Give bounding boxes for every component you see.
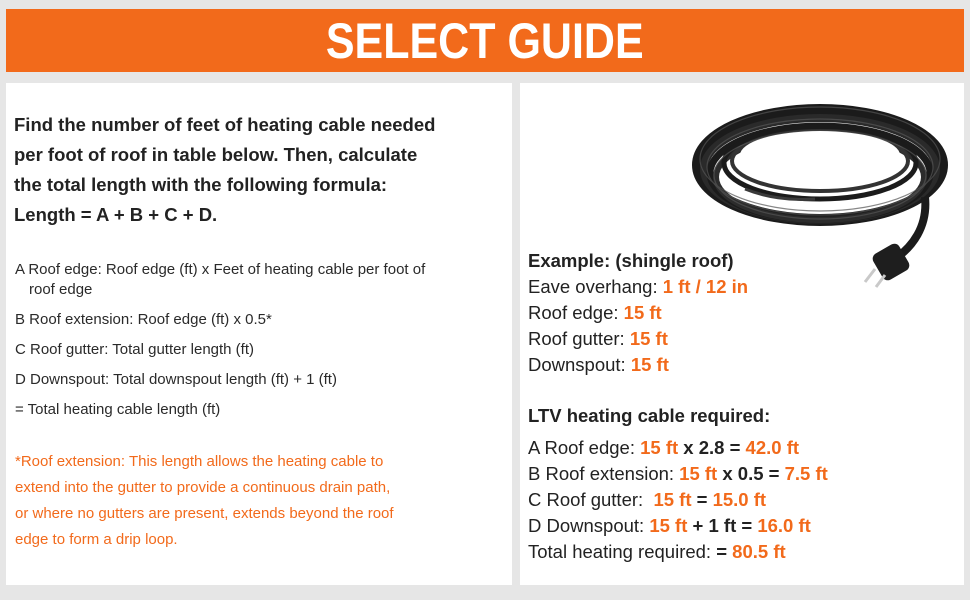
- row-label: A Roof edge:: [528, 437, 641, 458]
- roof-edge-label: Roof edge:: [528, 302, 624, 323]
- row-result: 42.0 ft: [745, 437, 800, 458]
- instructions-panel: [6, 83, 512, 585]
- step-b: B Roof extension: Roof edge (ft) x 0.5*: [15, 311, 272, 328]
- footnote-line: or where no gutters are present, extends beyond the roof: [15, 505, 394, 522]
- footnote: [15, 449, 485, 553]
- footnote-line: extend into the gutter to provide a continuous drain path,: [15, 479, 391, 496]
- roof-gutter-row: [528, 326, 948, 352]
- required-block: [528, 403, 958, 565]
- row-operator: x 0.5 =: [717, 463, 785, 484]
- row-label: Total heating required:: [528, 541, 717, 562]
- row-input-value: 15 ft: [640, 437, 679, 458]
- step-total: = Total heating cable length (ft): [15, 401, 221, 418]
- required-row-d: [528, 513, 958, 539]
- eave-value: 1 ft / 12 in: [662, 276, 749, 297]
- roof-gutter-label: Roof gutter:: [528, 328, 630, 349]
- row-operator: x 2.8 =: [678, 437, 746, 458]
- example-block: [528, 248, 948, 378]
- formula-steps: [15, 260, 511, 430]
- row-input-value: 15 ft: [679, 463, 718, 484]
- downspout-row: [528, 352, 948, 378]
- downspout-value: 15 ft: [630, 354, 669, 375]
- example-panel: [520, 83, 964, 585]
- row-input-value: 15 ft: [649, 515, 688, 536]
- eave-overhang-row: [528, 274, 948, 300]
- footnote-line: edge to form a drip loop.: [15, 531, 178, 548]
- row-label: B Roof extension:: [528, 463, 680, 484]
- required-row-total: [528, 539, 958, 565]
- required-row-b: [528, 461, 958, 487]
- required-heading: LTV heating cable required:: [528, 405, 771, 426]
- step-a: [15, 260, 511, 300]
- formula-line: Length = A + B + C + D.: [14, 204, 218, 225]
- eave-label: Eave overhang:: [528, 276, 663, 297]
- step-a-continuation: roof edge: [29, 281, 93, 298]
- row-result: 7.5 ft: [784, 463, 828, 484]
- step-d: D Downspout: Total downspout length (ft) + 1 (ft): [15, 371, 337, 388]
- row-operator: =: [691, 489, 713, 510]
- downspout-label: Downspout:: [528, 354, 631, 375]
- row-label: C Roof gutter:: [528, 489, 654, 510]
- page-title: SELECT GUIDE: [326, 12, 644, 69]
- step-a-text: A Roof edge: Roof edge (ft) x Feet of heating cable per foot of: [15, 261, 426, 278]
- required-row-a: [528, 435, 958, 461]
- header-banner: [6, 9, 964, 72]
- roof-gutter-value: 15 ft: [629, 328, 668, 349]
- intro-line: the total length with the following formula:: [14, 174, 388, 195]
- step-c: C Roof gutter: Total gutter length (ft): [15, 341, 255, 358]
- intro-line: per foot of roof in table below. Then, calculate: [14, 144, 418, 165]
- row-operator: =: [716, 541, 733, 562]
- intro-text: [14, 110, 504, 230]
- intro-line: Find the number of feet of heating cable needed: [14, 114, 436, 135]
- roof-edge-value: 15 ft: [623, 302, 662, 323]
- row-result: 80.5 ft: [732, 541, 786, 562]
- footnote-line: *Roof extension: This length allows the heating cable to: [15, 453, 384, 470]
- row-result: 16.0 ft: [757, 515, 811, 536]
- row-operator: + 1 ft =: [687, 515, 758, 536]
- row-label: D Downspout:: [528, 515, 650, 536]
- row-input-value: 15 ft: [653, 489, 692, 510]
- roof-edge-row: [528, 300, 948, 326]
- required-row-c: [528, 487, 958, 513]
- example-heading: Example: (shingle roof): [528, 250, 734, 271]
- row-result: 15.0 ft: [712, 489, 767, 510]
